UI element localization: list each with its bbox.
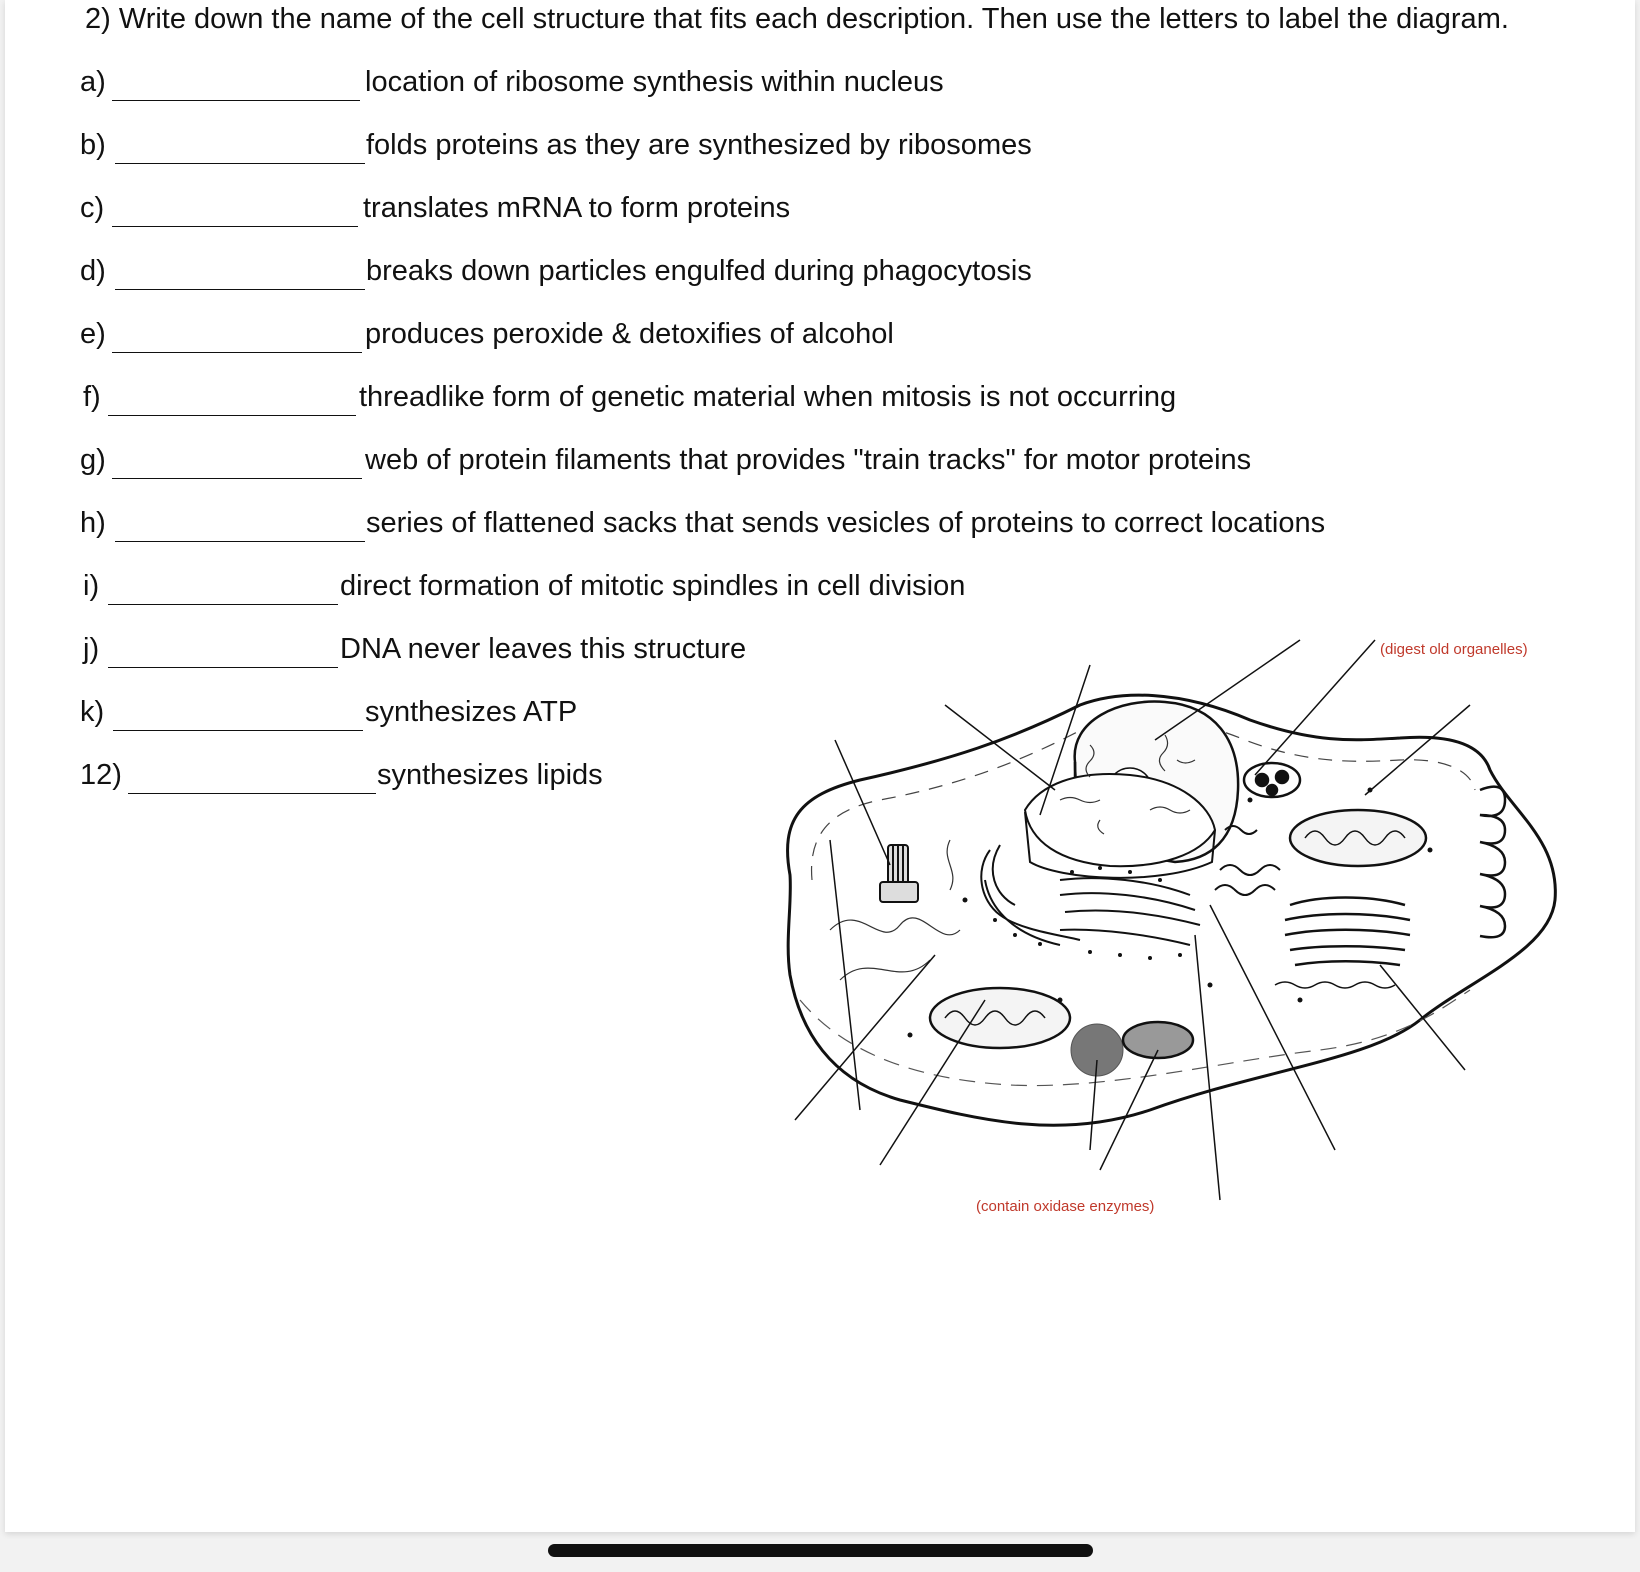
question-letter: d) (80, 255, 106, 287)
question-letter: f) (83, 381, 101, 413)
worksheet-page (5, 0, 1635, 1532)
question-row-k (5, 696, 1605, 736)
question-row-d (5, 255, 1605, 295)
question-row-b (5, 129, 1605, 169)
question-letter: c) (80, 192, 105, 224)
answer-blank[interactable] (108, 415, 356, 416)
question-text: folds proteins as they are synthesized by ribosomes (366, 129, 1032, 161)
question-text: synthesizes lipids (377, 759, 603, 791)
answer-blank[interactable] (112, 226, 358, 227)
answer-blank[interactable] (113, 730, 363, 731)
worksheet-heading: 2) Write down the name of the cell structure that fits each description. Then use the letters to label the diagram. (85, 3, 1509, 35)
answer-blank[interactable] (128, 793, 376, 794)
annotation-contain-oxidase-enzymes: (contain oxidase enzymes) (976, 1198, 1155, 1215)
question-letter: i) (83, 570, 100, 602)
question-letter: k) (80, 696, 105, 728)
question-row-g (5, 444, 1605, 484)
question-text: breaks down particles engulfed during phagocytosis (366, 255, 1032, 287)
answer-blank[interactable] (115, 163, 365, 164)
question-text: produces peroxide & detoxifies of alcohol (365, 318, 894, 350)
question-text: DNA never leaves this structure (340, 633, 747, 665)
question-row-12 (5, 759, 1605, 799)
answer-blank[interactable] (112, 352, 362, 353)
question-row-a (5, 66, 1605, 106)
question-row-j (5, 633, 1605, 673)
question-letter: a) (80, 66, 106, 98)
annotation-digest-old-organelles: (digest old organelles) (1380, 641, 1528, 658)
answer-blank[interactable] (112, 100, 360, 101)
question-letter: j) (83, 633, 100, 665)
question-letter: b) (80, 129, 106, 161)
question-letter: h) (80, 507, 106, 539)
answer-blank[interactable] (108, 604, 338, 605)
question-row-e (5, 318, 1605, 358)
answer-blank[interactable] (115, 289, 365, 290)
question-letter: e) (80, 318, 106, 350)
home-indicator[interactable] (548, 1544, 1093, 1557)
question-row-c (5, 192, 1605, 232)
question-row-f (5, 381, 1605, 421)
answer-blank[interactable] (108, 667, 338, 668)
question-text: location of ribosome synthesis within nucleus (365, 66, 944, 98)
answer-blank[interactable] (115, 541, 365, 542)
question-row-i (5, 570, 1605, 610)
answer-blank[interactable] (112, 478, 362, 479)
question-text: threadlike form of genetic material when mitosis is not occurring (359, 381, 1177, 413)
question-row-h (5, 507, 1605, 547)
question-text: synthesizes ATP (365, 696, 578, 728)
question-letter: 12) (80, 759, 122, 791)
question-text: web of protein filaments that provides "train tracks" for motor proteins (365, 444, 1252, 476)
question-text: translates mRNA to form proteins (363, 192, 791, 224)
question-text: direct formation of mitotic spindles in cell division (340, 570, 966, 602)
question-letter: g) (80, 444, 106, 476)
question-text: series of flattened sacks that sends vesicles of proteins to correct locations (366, 507, 1326, 539)
